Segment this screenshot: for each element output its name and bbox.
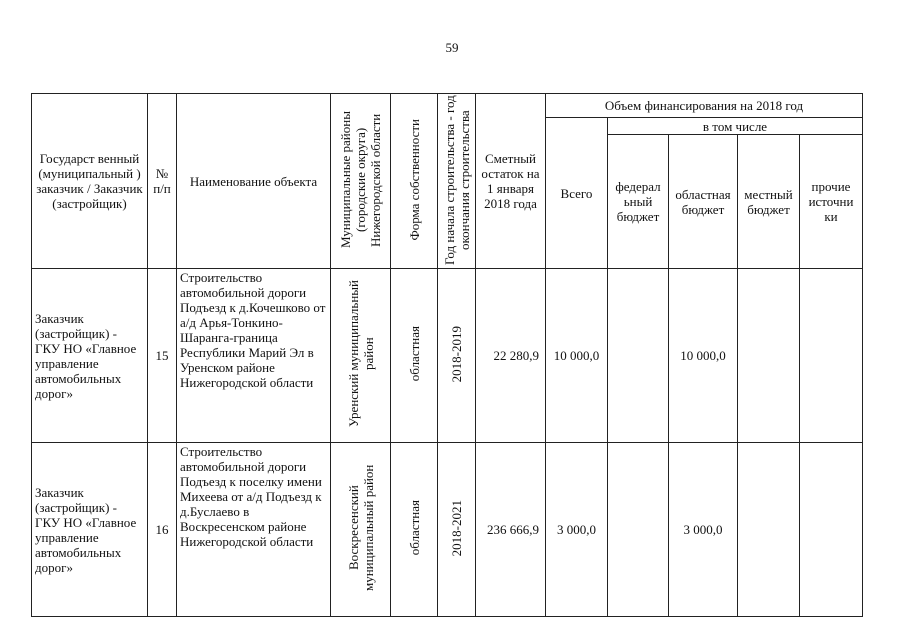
row-regional: 3 000,0 bbox=[669, 443, 738, 617]
row-object-name: Строительство автомобильной дороги Подъезд к д.Кочешково от а/д Арья-Тонкино-Шаранга-граница Республики Марий Эл в Уренском районе Нижегородской области bbox=[177, 269, 331, 443]
page-number: 59 bbox=[445, 40, 459, 55]
row-ownership-cell bbox=[391, 443, 438, 617]
row-district-cell bbox=[331, 443, 391, 617]
row-customer: Заказчик (застройщик) - ГКУ НО «Главное управление автомобильных дорог» bbox=[32, 269, 148, 443]
row-years: 2018-2019 bbox=[449, 325, 464, 383]
row-years: 2018-2021 bbox=[449, 499, 464, 557]
header-districts-cell bbox=[331, 94, 391, 269]
header-object-name: Наименование объекта bbox=[177, 94, 331, 269]
row-balance: 22 280,9 bbox=[476, 269, 546, 443]
row-ownership-cell bbox=[391, 269, 438, 443]
row-other bbox=[800, 269, 863, 443]
row-years-cell bbox=[438, 269, 476, 443]
header-balance: Сметный остаток на 1 января 2018 года bbox=[476, 94, 546, 269]
header-districts: Муниципальные районы (городские округа) Нижегородской области bbox=[338, 111, 383, 248]
header-years: Год начала строительства - год окончания строительства bbox=[441, 94, 472, 265]
funding-table bbox=[31, 93, 863, 617]
row-local bbox=[738, 443, 800, 617]
header-ownership-cell bbox=[391, 94, 438, 269]
header-total: Всего bbox=[546, 118, 608, 269]
row-other bbox=[800, 443, 863, 617]
row-object-name: Строительство автомобильной дороги Подъезд к поселку имени Михеева от а/д Подъезд к д.Буслаево в Воскресенском районе Нижегородской области bbox=[177, 443, 331, 617]
row-regional: 10 000,0 bbox=[669, 269, 738, 443]
table-row bbox=[32, 269, 863, 443]
row-number: 15 bbox=[148, 269, 177, 443]
row-ownership: областная bbox=[406, 326, 422, 382]
header-regional: областная бюджет bbox=[669, 135, 738, 269]
row-years-cell bbox=[438, 443, 476, 617]
header-other: прочие источни ки bbox=[800, 135, 863, 269]
header-funding-group: Объем финансирования на 2018 год bbox=[546, 94, 863, 118]
row-federal bbox=[608, 443, 669, 617]
header-including: в том числе bbox=[608, 118, 863, 135]
row-district-cell bbox=[331, 269, 391, 443]
header-federal: федерал ьный бюджет bbox=[608, 135, 669, 269]
header-ownership: Форма собственности bbox=[406, 118, 422, 241]
row-ownership: областная bbox=[406, 500, 422, 556]
row-total: 10 000,0 bbox=[546, 269, 608, 443]
header-years-cell bbox=[438, 94, 476, 269]
header-customer: Государст венный (муниципальный ) заказчик / Заказчик (застройщик) bbox=[32, 94, 148, 269]
row-local bbox=[738, 269, 800, 443]
header-number: № п/п bbox=[148, 94, 177, 269]
row-customer: Заказчик (застройщик) - ГКУ НО «Главное управление автомобильных дорог» bbox=[32, 443, 148, 617]
row-total: 3 000,0 bbox=[546, 443, 608, 617]
row-district: Уренский муниципальный район bbox=[345, 280, 376, 428]
row-number: 16 bbox=[148, 443, 177, 617]
row-district: Воскресенский муниципальный район bbox=[345, 464, 376, 592]
header-local: местный бюджет bbox=[738, 135, 800, 269]
table-row bbox=[32, 443, 863, 617]
row-balance: 236 666,9 bbox=[476, 443, 546, 617]
row-federal bbox=[608, 269, 669, 443]
